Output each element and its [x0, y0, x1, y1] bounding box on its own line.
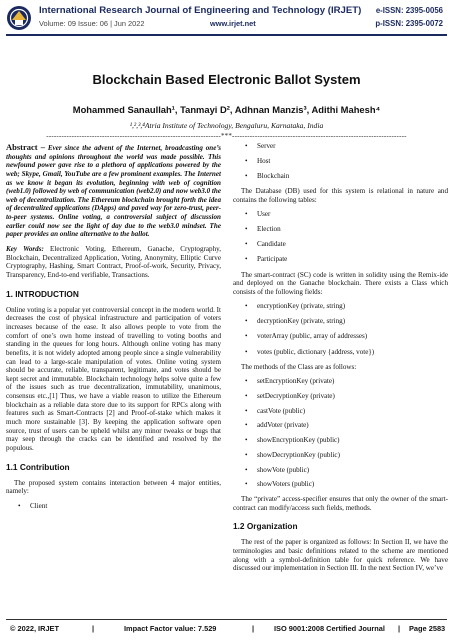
entity-list-continued — [233, 142, 448, 181]
left-column — [6, 142, 221, 517]
irjet-logo-icon — [6, 5, 32, 31]
introduction-heading: 1. INTRODUCTION — [6, 288, 79, 299]
list-item: • Election — [233, 225, 448, 234]
author-list: Mohammed Sanaullah¹, Tanmayi D², Adhnan Manzis³, Adithi Mahesh⁴ — [72, 104, 381, 115]
issue-meta — [39, 19, 256, 28]
abstract — [6, 142, 221, 239]
list-item: • voterArray (public, array of addresses) — [233, 332, 448, 341]
contribution-text: The proposed system contains interaction between 4 major entities, namely: — [6, 478, 221, 496]
footer-divider — [6, 619, 447, 620]
entity-list — [6, 502, 221, 511]
list-item: • Host — [233, 157, 448, 166]
list-item: • Blockchain — [233, 172, 448, 181]
volume-issue: Volume: 09 Issue: 06 | Jun 2022 — [39, 19, 145, 28]
contribution-heading: 1.1 Contribution — [6, 461, 70, 472]
right-column — [233, 142, 448, 579]
methods-intro: The methods of the Class are as follows: — [241, 362, 357, 371]
journal-name: International Research Journal of Engineering and Technology (IRJET) — [39, 5, 362, 16]
header-divider — [6, 34, 447, 36]
list-item: • showDecryptionKey (public) — [233, 451, 448, 460]
list-item: • showEncryptionKey (public) — [233, 436, 448, 445]
list-item: • castVote (public) — [233, 407, 448, 416]
keywords-text: Electronic Voting, Ethereum, Ganache, Cryptography, Blockchain, Decentralized Application, Voting, Anonymity, Elliptic Curve Cryptography, Hashing, Smart Contract, Proof-of-work, Security, Privacy, Transparency, End-to-end verifiable, Transactions. — [6, 245, 221, 279]
list-item: • Server — [233, 142, 448, 151]
list-item: • Candidate — [233, 240, 448, 249]
affiliation: ¹,²,³,⁴Atria Institute of Technology, Bengaluru, Karnataka, India — [129, 121, 324, 130]
smart-contract-text: The smart-contract (SC) code is written in solidity using the Remix-ide and deployed on the Ganache blockchain. There exists a Class which consists of the following fields: — [233, 270, 448, 296]
database-text: The Database (DB) used for this system is relational in nature and contains the following tables: — [233, 187, 448, 204]
keywords — [6, 245, 221, 280]
list-item: • setEncryptionKey (private) — [233, 377, 448, 386]
list-item: • encryptionKey (private, string) — [233, 302, 448, 311]
list-item: • Participate — [233, 255, 448, 264]
footer-separator: | — [92, 624, 95, 633]
iso-certification: ISO 9001:2008 Certified Journal — [274, 624, 385, 633]
list-item: • decryptionKey (private, string) — [233, 317, 448, 326]
copyright: © 2022, IRJET — [10, 624, 59, 633]
organization-heading: 1.2 Organization — [233, 521, 298, 532]
field-list — [233, 302, 448, 356]
list-item: • setDecryptionKey (private) — [233, 392, 448, 401]
list-item: • Client — [6, 502, 221, 511]
p-issn: p-ISSN: 2395-0072 — [375, 19, 443, 28]
footer-separator: | — [252, 624, 255, 633]
access-specifier-note: The “private” access-specifier ensures that only the owner of the smart-contract can modify/access such fields, methods. — [233, 495, 448, 512]
keywords-label: Key Words: — [6, 245, 44, 254]
table-list — [233, 210, 448, 264]
introduction-text: Online voting is a popular yet controversial concept in the modern world. It decreases the cost of physical infrastructure and participation of voters increases because of the ease. It also allows people to vote from the comfort of one’s own home instead of travelling to voting booths and standing in the queues for long hours. Although online voting has many benefits, it is not widely adopted among people since a single vulnerability can lead to a large-scale manipulation of votes. Online voting system should be accurate, reliable, transparent, legitimate, and votes should be kept secret and immutable. Blockchain technology helps solve quite a few of the issues such as true decentralization, immutability, unanimous, consensus etc.,[1] Thus, we have a viable reason to utilize the Ethereum blockchain as a reliable data store due to its support for RPCs along with features such as Smart-Contracts [2] and Proof-of-stake which makes it much more sustainable [3]. By keeping the application software open source, trust of users can be upheld whilst any minor tweaks or bugs that may seep through the cracks can be identified and resolved by the populous. — [6, 305, 221, 452]
organization-text: The rest of the paper is organized as follows: In Section II, we have the terminologies and basic definitions related to the scheme are mentioned along with a symbol-definition table for quick reference. We have discussed our implementation in Section III. In the next Section IV, we’ve — [233, 538, 448, 573]
list-item: • User — [233, 210, 448, 219]
impact-factor: Impact Factor value: 7.529 — [124, 624, 217, 633]
list-item: • votes (public, dictionary {address, vote}) — [233, 348, 448, 357]
paper-title: Blockchain Based Electronic Ballot System — [92, 72, 361, 87]
list-item: • showVoters (public) — [233, 480, 448, 489]
abstract-text: Ever since the advent of the Internet, broadcasting one’s thoughts and opinions throughout the world was made possible. This newfound power gave rise to a plethora of applications powered by the web; Skype, Gmail, YouTube are a few prominent examples. The Internet as we know it began its evolution, beginning with web of cognition (web1.0) followed by web of communication (web2.0) and now web3.0 the web of decentralization. The Ethereum blockchain brought forth the idea of decentralized applications (DApps) and paved way for zero-trust, peer-to-peer systems. Online voting, a controversial subject of discussion earlier could now see the light of day due to the web3.0 mindset. The paper provides an online alternative to the ballot. — [6, 144, 221, 239]
journal-url[interactable]: www.irjet.net — [210, 19, 256, 28]
list-item: • addVoter (private) — [233, 421, 448, 430]
footer-separator: | — [398, 624, 401, 633]
page-number: Page 2583 — [409, 624, 446, 633]
e-issn: e-ISSN: 2395-0056 — [375, 6, 443, 15]
section-separator: ---------------------------------------------------------------------***--------------------------------------------------------------------- — [46, 132, 407, 140]
abstract-label: Abstract – — [6, 142, 46, 152]
journal-header — [0, 0, 453, 38]
list-item: • showVote (public) — [233, 466, 448, 475]
method-list — [233, 377, 448, 489]
